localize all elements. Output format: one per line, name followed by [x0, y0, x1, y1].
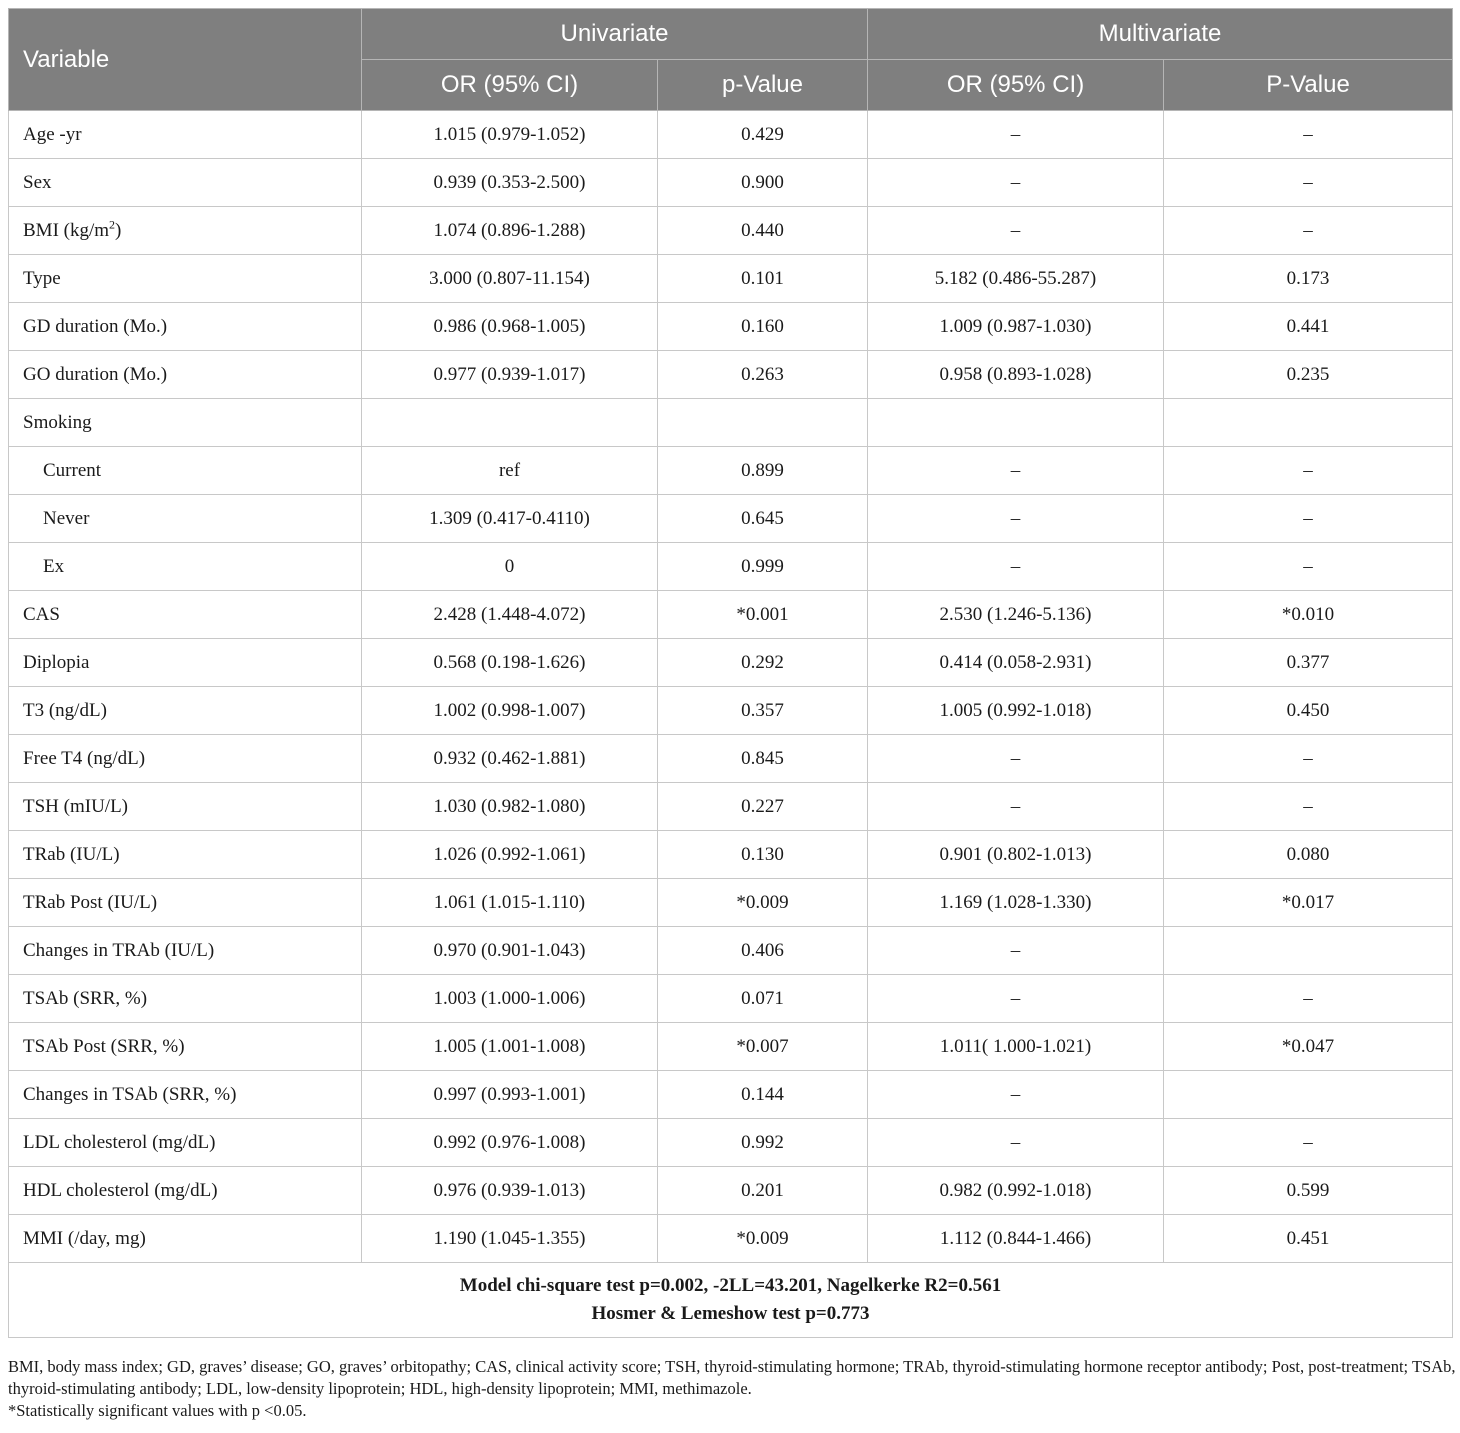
cell-uni-p: 0.645 [658, 495, 868, 543]
cell-variable: TSAb (SRR, %) [9, 975, 362, 1023]
cell-multi-p [1164, 1071, 1453, 1119]
cell-variable: Free T4 (ng/dL) [9, 735, 362, 783]
cell-multi-p: – [1164, 207, 1453, 255]
table-row [9, 111, 1453, 159]
cell-multi-p: 0.441 [1164, 303, 1453, 351]
table-footer [9, 1263, 1453, 1338]
table-row [9, 1023, 1453, 1071]
cell-uni-or: 1.309 (0.417-0.4110) [362, 495, 658, 543]
cell-uni-or: 1.015 (0.979-1.052) [362, 111, 658, 159]
cell-multi-p: – [1164, 975, 1453, 1023]
cell-multi-p: 0.450 [1164, 687, 1453, 735]
cell-uni-or: 1.003 (1.000-1.006) [362, 975, 658, 1023]
table-row [9, 255, 1453, 303]
cell-uni-or: 0.970 (0.901-1.043) [362, 927, 658, 975]
cell-multi-p: *0.010 [1164, 591, 1453, 639]
cell-multi-or: 0.958 (0.893-1.028) [868, 351, 1164, 399]
table-row [9, 687, 1453, 735]
cell-uni-or: 0.992 (0.976-1.008) [362, 1119, 658, 1167]
cell-variable: Age -yr [9, 111, 362, 159]
cell-uni-or: 1.190 (1.045-1.355) [362, 1215, 658, 1263]
table-row [9, 159, 1453, 207]
table-row [9, 735, 1453, 783]
table-row [9, 207, 1453, 255]
table-row [9, 1071, 1453, 1119]
cell-uni-or: 1.005 (1.001-1.008) [362, 1023, 658, 1071]
cell-multi-p: – [1164, 447, 1453, 495]
cell-uni-p: 0.357 [658, 687, 868, 735]
cell-variable: Changes in TSAb (SRR, %) [9, 1071, 362, 1119]
cell-uni-or: 3.000 (0.807-11.154) [362, 255, 658, 303]
cell-uni-or: 1.061 (1.015-1.110) [362, 879, 658, 927]
abbreviations-note: BMI, body mass index; GD, graves’ disease; GO, graves’ orbitopathy; CAS, clinical activity score; TSH, thyroid-stimulating hormone; TRAb, thyroid-stimulating hormone receptor antibody; Post, post-treatment; TSAb, thyroid-stimulating antibody; LDL, low-density lipoprotein; HDL, high-density lipoprotein; MMI, methimazole. [8, 1357, 1456, 1398]
cell-uni-p: 0.406 [658, 927, 868, 975]
regression-table [8, 8, 1453, 1338]
cell-uni-p: 0.899 [658, 447, 868, 495]
cell-uni-or: 2.428 (1.448-4.072) [362, 591, 658, 639]
cell-multi-p: – [1164, 735, 1453, 783]
model-summary-line1: Model chi-square test p=0.002, -2LL=43.201, Nagelkerke R2=0.561 [459, 1275, 1002, 1296]
cell-uni-or: 0.932 (0.462-1.881) [362, 735, 658, 783]
table-row [9, 351, 1453, 399]
cell-uni-p: 0.144 [658, 1071, 868, 1119]
cell-multi-p: 0.451 [1164, 1215, 1453, 1263]
cell-uni-p: *0.009 [658, 879, 868, 927]
cell-multi-p: – [1164, 495, 1453, 543]
cell-multi-p: 0.235 [1164, 351, 1453, 399]
cell-uni-or: 0.939 (0.353-2.500) [362, 159, 658, 207]
header-multi-or: OR (95% CI) [868, 60, 1164, 111]
header-univariate: Univariate [362, 9, 868, 60]
cell-uni-or: 1.026 (0.992-1.061) [362, 831, 658, 879]
cell-uni-p: 0.263 [658, 351, 868, 399]
cell-variable: TSH (mIU/L) [9, 783, 362, 831]
cell-multi-or: 2.530 (1.246-5.136) [868, 591, 1164, 639]
cell-variable: Ex [9, 543, 362, 591]
cell-variable: HDL cholesterol (mg/dL) [9, 1167, 362, 1215]
table-row [9, 303, 1453, 351]
cell-multi-p: – [1164, 783, 1453, 831]
table-row [9, 591, 1453, 639]
cell-uni-p: 0.160 [658, 303, 868, 351]
cell-uni-p: 0.101 [658, 255, 868, 303]
cell-multi-or: – [868, 495, 1164, 543]
cell-multi-p: 0.080 [1164, 831, 1453, 879]
cell-uni-p: *0.007 [658, 1023, 868, 1071]
cell-variable: Never [9, 495, 362, 543]
significance-note: *Statistically significant values with p <0.05. [8, 1401, 307, 1420]
header-variable: Variable [9, 9, 362, 111]
cell-multi-or: 1.112 (0.844-1.466) [868, 1215, 1164, 1263]
cell-multi-p: – [1164, 1119, 1453, 1167]
table-row [9, 447, 1453, 495]
header-uni-or: OR (95% CI) [362, 60, 658, 111]
cell-uni-or: 0.976 (0.939-1.013) [362, 1167, 658, 1215]
cell-uni-or: 1.074 (0.896-1.288) [362, 207, 658, 255]
table-row [9, 543, 1453, 591]
cell-variable: Type [9, 255, 362, 303]
cell-multi-p: – [1164, 543, 1453, 591]
cell-uni-p: 0.130 [658, 831, 868, 879]
cell-uni-p: *0.001 [658, 591, 868, 639]
cell-variable: CAS [9, 591, 362, 639]
cell-variable: Smoking [9, 399, 362, 447]
table-row [9, 1119, 1453, 1167]
cell-uni-p: 0.845 [658, 735, 868, 783]
cell-multi-or: 0.414 (0.058-2.931) [868, 639, 1164, 687]
table-body [9, 111, 1453, 1263]
cell-multi-or: – [868, 207, 1164, 255]
cell-uni-or: 0.568 (0.198-1.626) [362, 639, 658, 687]
cell-uni-or: 0.997 (0.993-1.001) [362, 1071, 658, 1119]
cell-uni-p: 0.992 [658, 1119, 868, 1167]
cell-variable: TRab Post (IU/L) [9, 879, 362, 927]
table-row [9, 783, 1453, 831]
cell-multi-p: 0.173 [1164, 255, 1453, 303]
cell-uni-p: 0.227 [658, 783, 868, 831]
table-row [9, 1167, 1453, 1215]
cell-uni-p: 0.440 [658, 207, 868, 255]
model-summary-line2: Hosmer & Lemeshow test p=0.773 [591, 1303, 870, 1324]
cell-uni-or: 0.977 (0.939-1.017) [362, 351, 658, 399]
cell-multi-or: – [868, 1071, 1164, 1119]
table-row [9, 399, 1453, 447]
cell-multi-or: 1.011( 1.000-1.021) [868, 1023, 1164, 1071]
cell-multi-p [1164, 927, 1453, 975]
table-row [9, 927, 1453, 975]
header-multivariate: Multivariate [868, 9, 1453, 60]
cell-multi-or: 1.169 (1.028-1.330) [868, 879, 1164, 927]
cell-uni-p: 0.900 [658, 159, 868, 207]
cell-multi-or: 0.982 (0.992-1.018) [868, 1167, 1164, 1215]
model-summary [9, 1263, 1453, 1338]
cell-multi-p: 0.599 [1164, 1167, 1453, 1215]
cell-variable: LDL cholesterol (mg/dL) [9, 1119, 362, 1167]
cell-multi-or: 5.182 (0.486-55.287) [868, 255, 1164, 303]
cell-variable: T3 (ng/dL) [9, 687, 362, 735]
cell-multi-or: 1.009 (0.987-1.030) [868, 303, 1164, 351]
table-row [9, 831, 1453, 879]
cell-variable: GD duration (Mo.) [9, 303, 362, 351]
table-header [9, 9, 1453, 111]
cell-uni-or [362, 399, 658, 447]
cell-multi-or: 0.901 (0.802-1.013) [868, 831, 1164, 879]
cell-uni-or: 0 [362, 543, 658, 591]
cell-multi-or: – [868, 111, 1164, 159]
cell-uni-or: 1.030 (0.982-1.080) [362, 783, 658, 831]
cell-uni-p: 0.429 [658, 111, 868, 159]
cell-variable: TRab (IU/L) [9, 831, 362, 879]
cell-multi-or: 1.005 (0.992-1.018) [868, 687, 1164, 735]
table-row [9, 639, 1453, 687]
cell-multi-or: – [868, 927, 1164, 975]
table-row [9, 1215, 1453, 1263]
cell-uni-p: 0.201 [658, 1167, 868, 1215]
cell-multi-or: – [868, 159, 1164, 207]
header-multi-p: P-Value [1164, 60, 1453, 111]
cell-multi-p [1164, 399, 1453, 447]
cell-multi-p: *0.017 [1164, 879, 1453, 927]
cell-multi-or: – [868, 447, 1164, 495]
cell-uni-or: 0.986 (0.968-1.005) [362, 303, 658, 351]
table-row [9, 975, 1453, 1023]
cell-uni-or: ref [362, 447, 658, 495]
cell-variable: Sex [9, 159, 362, 207]
cell-uni-p [658, 399, 868, 447]
cell-uni-p: 0.292 [658, 639, 868, 687]
table-row [9, 879, 1453, 927]
cell-uni-p: 0.071 [658, 975, 868, 1023]
cell-variable: MMI (/day, mg) [9, 1215, 362, 1263]
cell-multi-or: – [868, 783, 1164, 831]
cell-variable: Current [9, 447, 362, 495]
cell-variable: BMI $(kg/m^2)$ [9, 207, 362, 255]
cell-uni-p: 0.999 [658, 543, 868, 591]
cell-multi-or: – [868, 543, 1164, 591]
cell-uni-or: 1.002 (0.998-1.007) [362, 687, 658, 735]
cell-variable: GO duration (Mo.) [9, 351, 362, 399]
cell-variable: Diplopia [9, 639, 362, 687]
cell-variable: TSAb Post (SRR, %) [9, 1023, 362, 1071]
cell-uni-p: *0.009 [658, 1215, 868, 1263]
cell-multi-or: – [868, 1119, 1164, 1167]
cell-multi-or [868, 399, 1164, 447]
header-uni-p: p-Value [658, 60, 868, 111]
table-row [9, 495, 1453, 543]
cell-multi-or: – [868, 975, 1164, 1023]
cell-variable: Changes in TRAb (IU/L) [9, 927, 362, 975]
cell-multi-p: 0.377 [1164, 639, 1453, 687]
cell-multi-or: – [868, 735, 1164, 783]
cell-multi-p: – [1164, 111, 1453, 159]
cell-multi-p: *0.047 [1164, 1023, 1453, 1071]
table-notes [8, 1356, 1456, 1422]
cell-multi-p: – [1164, 159, 1453, 207]
